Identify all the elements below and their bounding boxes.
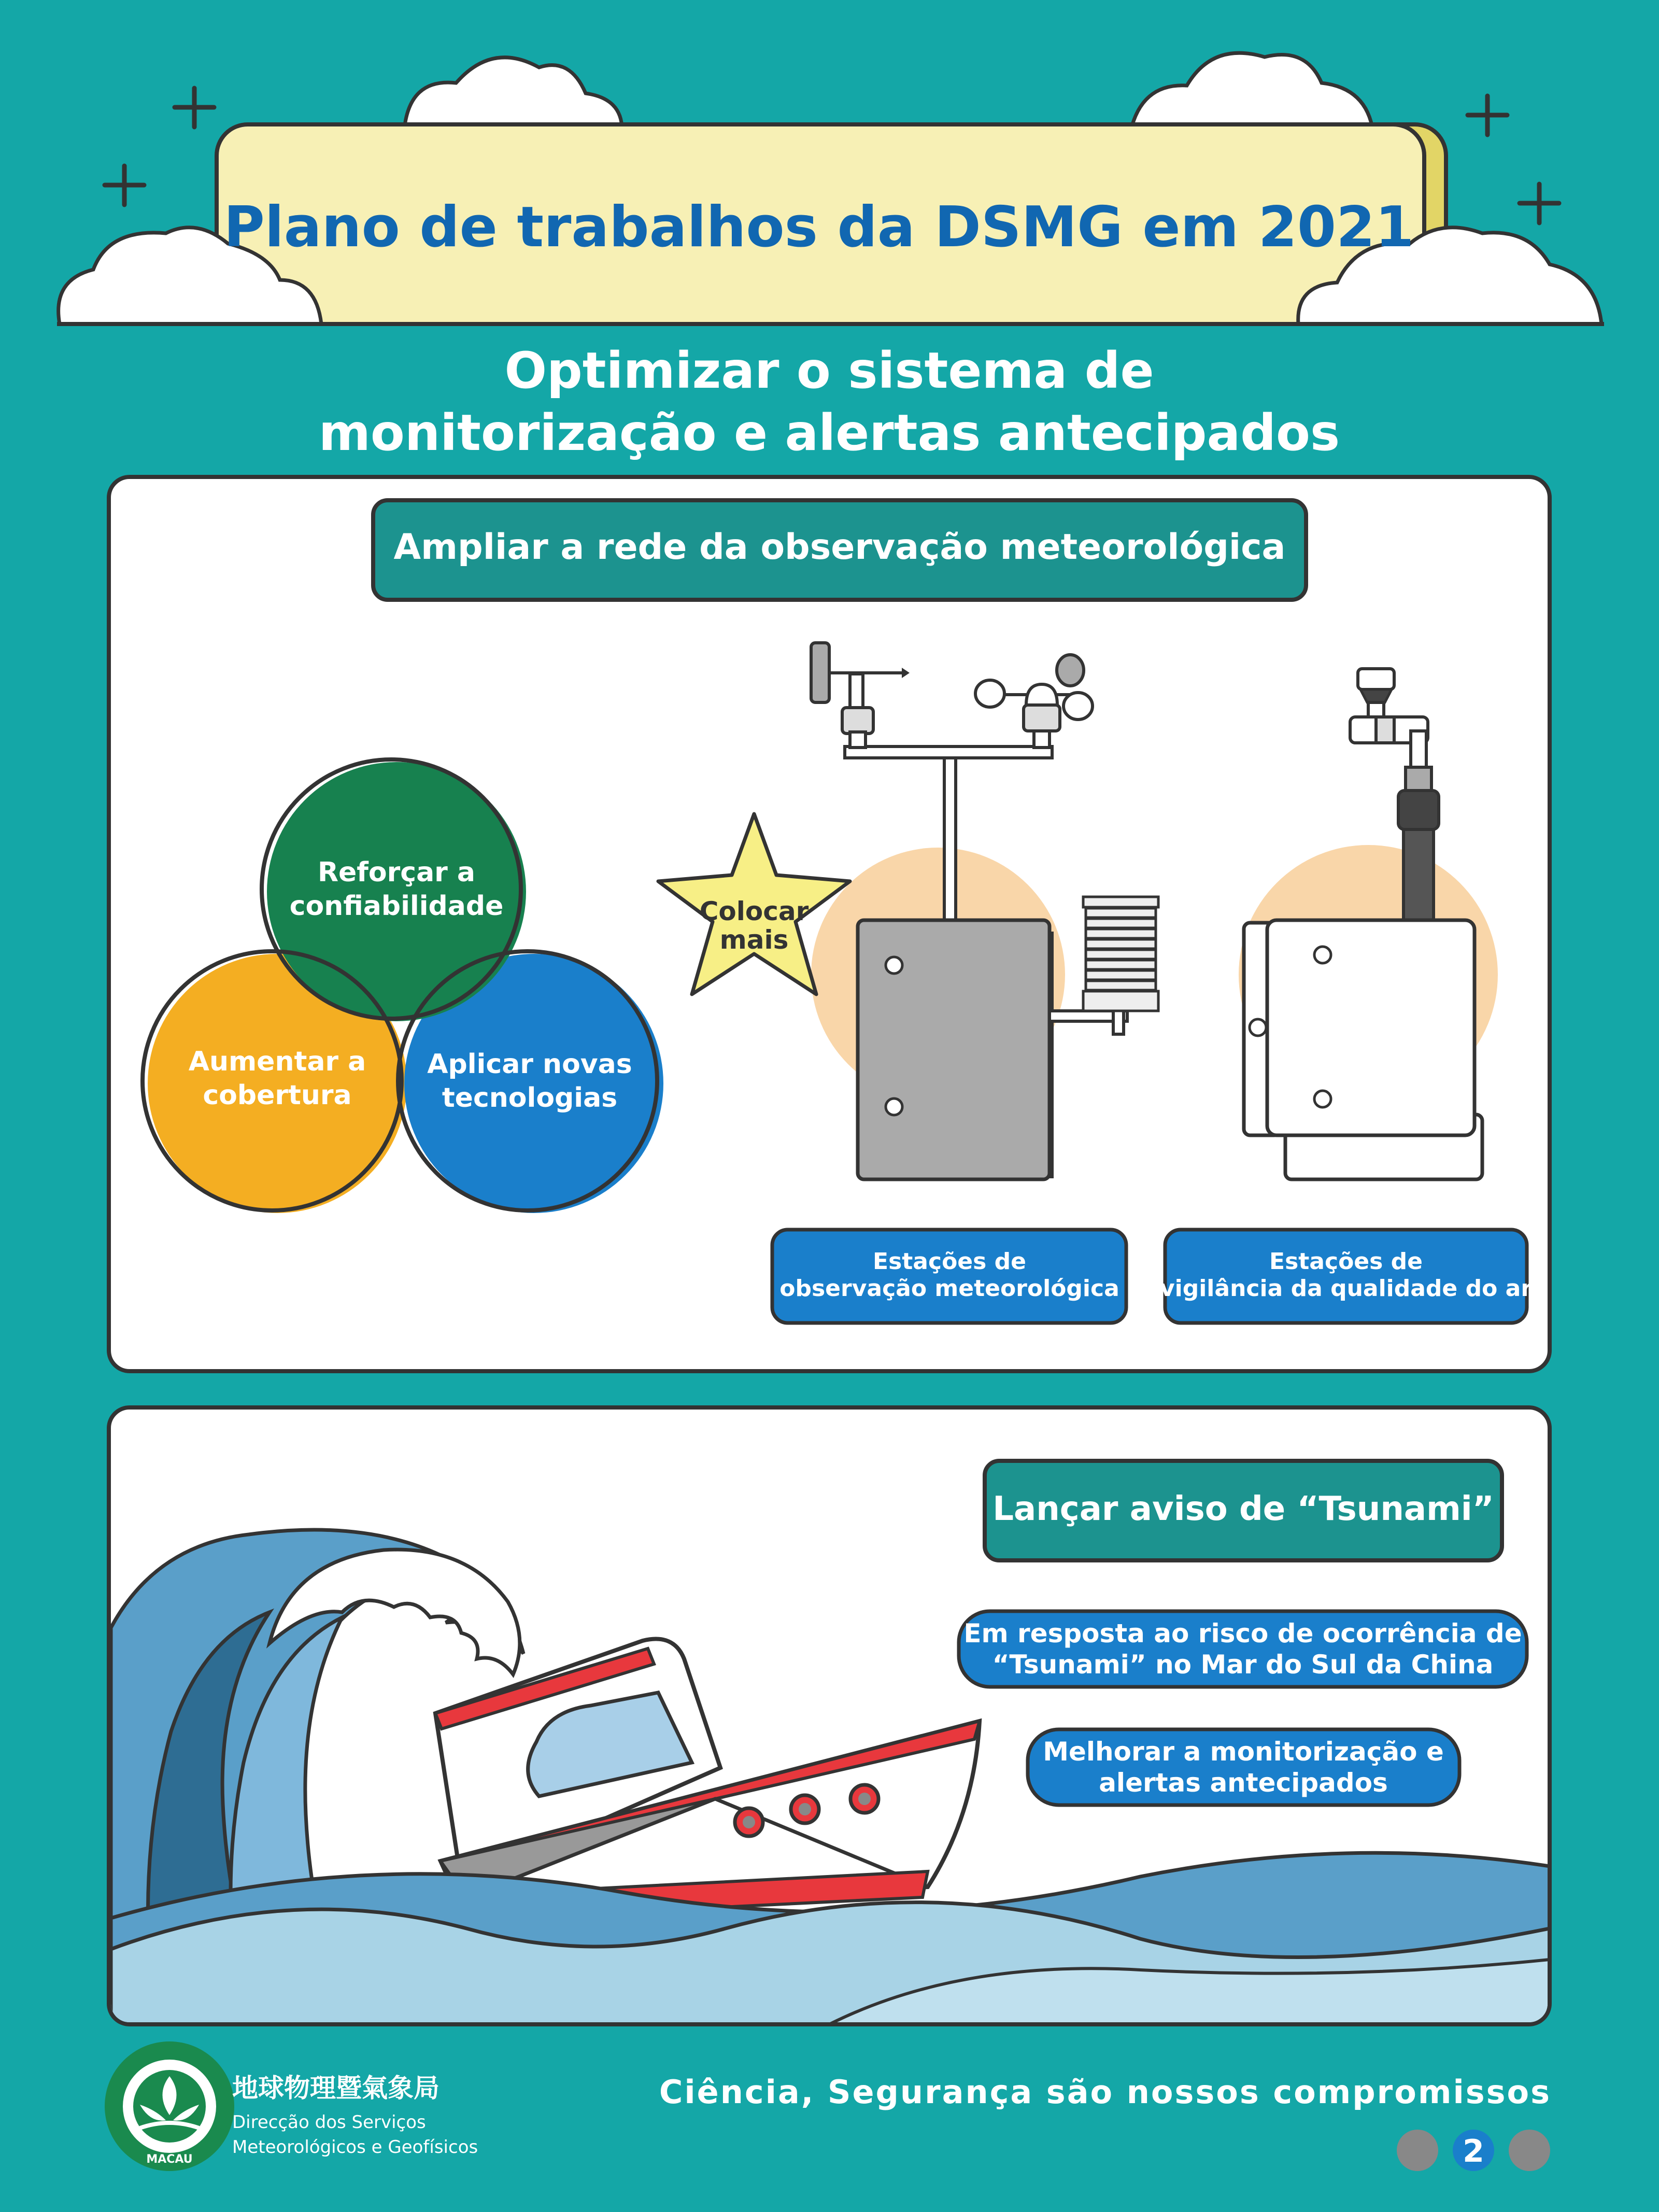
weather-station-label-2: observação meteorológica (779, 1275, 1119, 1302)
star-label-1: Colocar (699, 896, 809, 926)
air-station-label-1: Estações de (1269, 1248, 1423, 1275)
page-dot[interactable] (1397, 2130, 1438, 2171)
subtitle-line-1: Optimizar o sistema de (504, 342, 1154, 400)
footer (105, 2041, 1551, 2171)
org-name-pt-1: Direcção dos Serviços (232, 2112, 426, 2133)
emblem-label: MACAU (146, 2153, 193, 2166)
circle-label-technology-1: Aplicar novas (427, 1049, 632, 1080)
header-banner (57, 53, 1604, 324)
section-heading: Ampliar a rede da observação meteorológica (393, 527, 1286, 568)
observation-panel (109, 477, 1550, 1371)
star-label-2: mais (719, 925, 789, 955)
tsunami-info-line-2: “Tsunami” no Mar do Sul da China (992, 1650, 1494, 1680)
cloud-icon (404, 58, 622, 130)
weather-station-label-1: Estações de (873, 1248, 1026, 1275)
org-name-pt-2: Meteorológicos e Geofísicos (232, 2137, 478, 2158)
org-name-cn: 地球物理暨氣象局 (232, 2073, 439, 2103)
circle-label-reliability-1: Reforçar a (317, 857, 476, 888)
macau-emblem-icon (105, 2041, 234, 2171)
page-indicator (1397, 2130, 1550, 2171)
slogan: Ciência, Segurança são nossos compromissos (659, 2073, 1551, 2111)
subtitle-line-2: monitorização e alertas antecipados (318, 404, 1340, 462)
tsunami-info-line-1: Em resposta ao risco de ocorrência de (963, 1618, 1522, 1649)
monitoring-line-2: alertas antecipados (1099, 1768, 1388, 1798)
tsunami-heading: Lançar aviso de “Tsunami” (992, 1490, 1494, 1528)
air-station-label-2: vigilância da qualidade do ar (1159, 1275, 1533, 1302)
page-title: Plano de trabalhos da DSMG em 2021 (223, 195, 1414, 260)
tsunami-panel (109, 1407, 1550, 2024)
page-number: 2 (1463, 2133, 1484, 2169)
monitoring-line-1: Melhorar a monitorização e (1043, 1737, 1444, 1767)
circle-label-coverage-2: cobertura (203, 1080, 352, 1111)
page-dot[interactable] (1509, 2130, 1550, 2171)
circle-label-reliability-2: confiabilidade (289, 891, 504, 922)
circle-label-technology-2: tecnologias (442, 1082, 618, 1114)
circle-label-coverage-1: Aumentar a (188, 1046, 366, 1077)
